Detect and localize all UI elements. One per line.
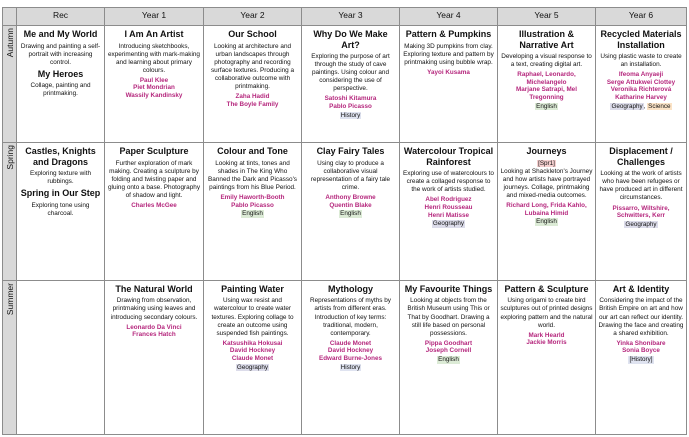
term-label: Autumn <box>5 28 15 58</box>
subject-tags <box>402 356 495 364</box>
unit-description: Looking at objects from the British Museum using This or That by Goodhart. Drawing a still life based on personal possessions. <box>407 297 490 337</box>
unit-title: My Favourite Things <box>404 283 493 294</box>
subject-tag: English <box>536 102 557 110</box>
column-header: Year 5 <box>498 8 596 26</box>
unit-cell <box>105 143 204 281</box>
unit-cell <box>204 26 302 143</box>
term-row-summer <box>3 280 687 434</box>
subject-tags <box>500 103 593 111</box>
column-header: Year 6 <box>596 8 687 26</box>
unit-cell <box>105 26 204 143</box>
subject-tags <box>304 112 397 120</box>
artist-name: Joseph Cornell <box>425 347 472 355</box>
column-header: Year 2 <box>204 8 302 26</box>
subject-tags: Geography, Science <box>611 102 671 110</box>
unit-description: Looking at architecture and urban landscapes through photography and recording surface textures. Producing a collaborative outcome with printmaking. <box>210 42 295 90</box>
artist-name: Wassily Kandinsky <box>125 92 183 100</box>
unit-cell <box>204 143 302 281</box>
subject-tag: Geography <box>611 102 643 110</box>
artist-name: Raphael, Leonardo, Michelangelo <box>517 71 576 86</box>
artist-name: Paul Klee <box>139 76 169 84</box>
unit-cell <box>302 280 400 434</box>
badge-wrap <box>500 160 593 168</box>
term-label: Spring <box>5 145 15 170</box>
unit-title: Recycled Materials Installation <box>600 29 682 50</box>
unit-description: Collage, painting and printmaking. <box>30 82 91 98</box>
unit-description: Further exploration of mark making. Creating a sculpture by folding and twisting paper and gluing onto a base. Photography of shadow and light. <box>107 159 201 200</box>
unit-description: Looking at tints, tones and shades in The King Who Banned the Dark and Picasso's paintings from his Blue Period. <box>208 159 297 191</box>
subject-tag: Geography <box>432 220 465 228</box>
unit-title: Mythology <box>328 283 373 294</box>
curriculum-grid <box>2 7 687 435</box>
unit-cell <box>302 143 400 281</box>
unit-description: Drawing and painting a self-portrait with increasing control. <box>20 42 101 66</box>
unit-description: Representations of myths by artists from different eras. Introduction of key terms: traditional, modern, contemporary. <box>310 297 391 337</box>
unit-title: Pattern & Sculpture <box>504 283 589 294</box>
artist-name: Yinka Shonibare <box>616 339 666 347</box>
artist-name: Quentin Blake <box>329 201 372 209</box>
subject-tag: English <box>340 210 361 218</box>
unit-description: Using clay to produce a collaborative visual representation of a fairy tale crime. <box>310 159 391 191</box>
subject-tag: [History] <box>629 356 653 363</box>
unit-description: Developing a visual response to a text, creating digital art. <box>501 53 592 69</box>
artist-name: Claude Monet <box>329 339 372 347</box>
unit-cell <box>400 26 498 143</box>
unit-cell <box>17 280 105 434</box>
term-cell <box>3 26 17 143</box>
unit-cell <box>498 280 596 434</box>
artist-name: Leonardo Da Vinci <box>126 323 182 331</box>
unit-description: Exploring use of watercolours to create a collaged response to the work of artists studied. <box>403 170 494 194</box>
unit-title: I Am An Artist <box>124 29 184 39</box>
unit-cell <box>302 26 400 143</box>
column-header: Rec <box>17 8 105 26</box>
artist-name: Veronika Richterová <box>610 86 672 94</box>
subject-tags <box>206 364 299 372</box>
unit-title: Watercolour Tropical Rainforest <box>403 146 494 167</box>
artist-name: Charles McGee <box>131 202 177 210</box>
unit-title: Displacement / Challenges <box>609 146 673 167</box>
unit-title: Journeys <box>526 146 567 157</box>
unit-title: My Heroes <box>37 68 84 79</box>
artist-name: Piet Mondrian <box>133 84 175 92</box>
unit-cell <box>498 26 596 143</box>
unit-cell <box>400 143 498 281</box>
unit-description: Exploring texture with rubbings. <box>29 170 92 186</box>
artist-name: Claude Monet <box>231 355 274 362</box>
unit-description: Introducing sketchbooks, experimenting with mark-making and learning about primary colours. <box>108 42 200 74</box>
artist-name: Abel Rodriguez <box>425 196 472 204</box>
column-header: Year 4 <box>400 8 498 26</box>
term-row-autumn <box>3 26 687 143</box>
term-label: Summer <box>5 282 15 315</box>
artist-name: Sonia Boyce <box>622 347 660 355</box>
artist-name: Emily Haworth-Booth <box>220 194 285 202</box>
unit-cell <box>105 280 204 434</box>
subject-tag: Science <box>648 102 671 110</box>
unit-title: Paper Sculpture <box>119 146 189 157</box>
term-row-spring <box>3 143 687 281</box>
artist-name: Jackie Morris <box>526 339 567 347</box>
unit-title: Castles, Knights and Dragons <box>25 146 96 167</box>
artist-name: Pablo Picasso <box>231 201 274 209</box>
header-row <box>3 8 687 26</box>
artist-name: Marjane Satrapi, Mel Tregonning <box>516 86 577 101</box>
unit-description: Considering the impact of the British Empire on art and how our art can reflect our identity. Drawing the face and creating a shared exhibition. <box>598 297 684 337</box>
unit-description: Exploring the purpose of art through the study of cave paintings. Using colour and considering the use of perspective. <box>311 53 390 93</box>
unit-title: Painting Water <box>221 283 284 294</box>
artist-name: Katsushika Hokusai <box>222 339 283 347</box>
subject-tag: English <box>536 218 557 226</box>
unit-title: Me and My World <box>23 29 98 39</box>
artist-name: Pippa Goodhart <box>424 339 473 347</box>
artist-name: Serge Attukwei Clottey <box>606 78 676 86</box>
artist-name: Frances Hatch <box>132 331 176 339</box>
term-cell <box>3 143 17 281</box>
unit-description: Making 3D pumpkins from clay. Exploring texture and pattern by printmaking using bubble wrap. <box>403 42 494 66</box>
unit-cell <box>596 280 687 434</box>
artist-name: Ifeoma Anyaeji <box>618 71 664 79</box>
artist-name: Pablo Picasso <box>329 103 372 111</box>
subject-tag: History <box>340 363 361 371</box>
artist-name: Pissarro, Wiltshire, Schwitters, Kerr <box>612 204 670 220</box>
unit-title: Art & Identity <box>612 283 670 294</box>
artist-name: Satoshi Kitamura <box>324 95 377 103</box>
unit-title: Why Do We Make Art? <box>313 29 388 50</box>
artist-name: Katharine Harvey <box>615 93 667 101</box>
subject-tag: Geography <box>625 220 657 228</box>
subject-tags <box>206 210 299 218</box>
unit-cell <box>17 143 105 281</box>
unit-cell <box>400 280 498 434</box>
subject-tags <box>402 220 495 228</box>
unit-cell <box>498 143 596 281</box>
subject-tags <box>304 210 397 218</box>
unit-title: Illustration & Narrative Art <box>518 29 574 50</box>
artist-name: Anthony Browne <box>325 194 376 202</box>
term-badge: [Spr1] <box>538 159 555 167</box>
subject-tags <box>598 356 684 364</box>
artist-name: Henri Matisse <box>428 211 469 219</box>
unit-title: Spring in Our Step <box>20 188 101 199</box>
unit-description: Looking at the work of artists who have been refugees or have produced art in different circumstances. <box>599 170 683 202</box>
unit-cell <box>204 280 302 434</box>
term-cell <box>3 280 17 434</box>
unit-description: Using plastic waste to create an installation. <box>600 53 682 69</box>
artist-name: Mark Hearld <box>528 331 565 339</box>
unit-title: Our School <box>228 29 277 39</box>
unit-title: The Natural World <box>115 283 193 294</box>
artist-name: Edward Burne-Jones <box>319 355 382 362</box>
subject-tag: Geography <box>236 363 269 371</box>
artist-name: Zaha Hadid <box>235 93 270 101</box>
column-header: Year 3 <box>302 8 400 26</box>
artist-name: Richard Long, Frida Kahlo, Lubaina Himid <box>506 202 587 217</box>
unit-description: Exploring tone using charcoal. <box>31 201 90 217</box>
corner-cell <box>3 8 17 26</box>
subject-tags <box>598 221 684 229</box>
artist-name: David Hockney <box>327 347 374 355</box>
artist-name: David Hockney <box>229 347 276 355</box>
unit-title: Pattern & Pumpkins <box>405 29 492 39</box>
subject-tag: English <box>242 210 263 218</box>
subject-tags <box>304 364 397 372</box>
unit-cell <box>596 26 687 143</box>
artist-name: The Boyle Family <box>226 100 279 108</box>
subject-tag: History <box>340 111 361 119</box>
unit-title: Clay Fairy Tales <box>316 146 385 157</box>
unit-description: Looking at Shackleton's Journey and how artists have portrayed journeys. Collage, printmaking and mixed-media outcomes. <box>500 167 593 200</box>
unit-title: Colour and Tone <box>217 146 288 157</box>
unit-description: Drawing from observation, printmaking using leaves and introducing secondary colours. <box>110 297 198 321</box>
subject-tag: English <box>438 356 459 363</box>
column-header: Year 1 <box>105 8 204 26</box>
unit-cell <box>17 26 105 143</box>
unit-cell <box>596 143 687 281</box>
unit-description: Using origami to create bird sculptures out of printed designs exploring pattern and the natural world. <box>500 297 593 329</box>
artist-name: Henri Rousseau <box>424 204 473 212</box>
unit-description: Using wax resist and watercolour to create water textures. Exploring collage to create an outcome using suspended fish paintings. <box>211 297 294 337</box>
artist-name: Yayoi Kusama <box>427 68 470 76</box>
subject-tags <box>500 218 593 226</box>
